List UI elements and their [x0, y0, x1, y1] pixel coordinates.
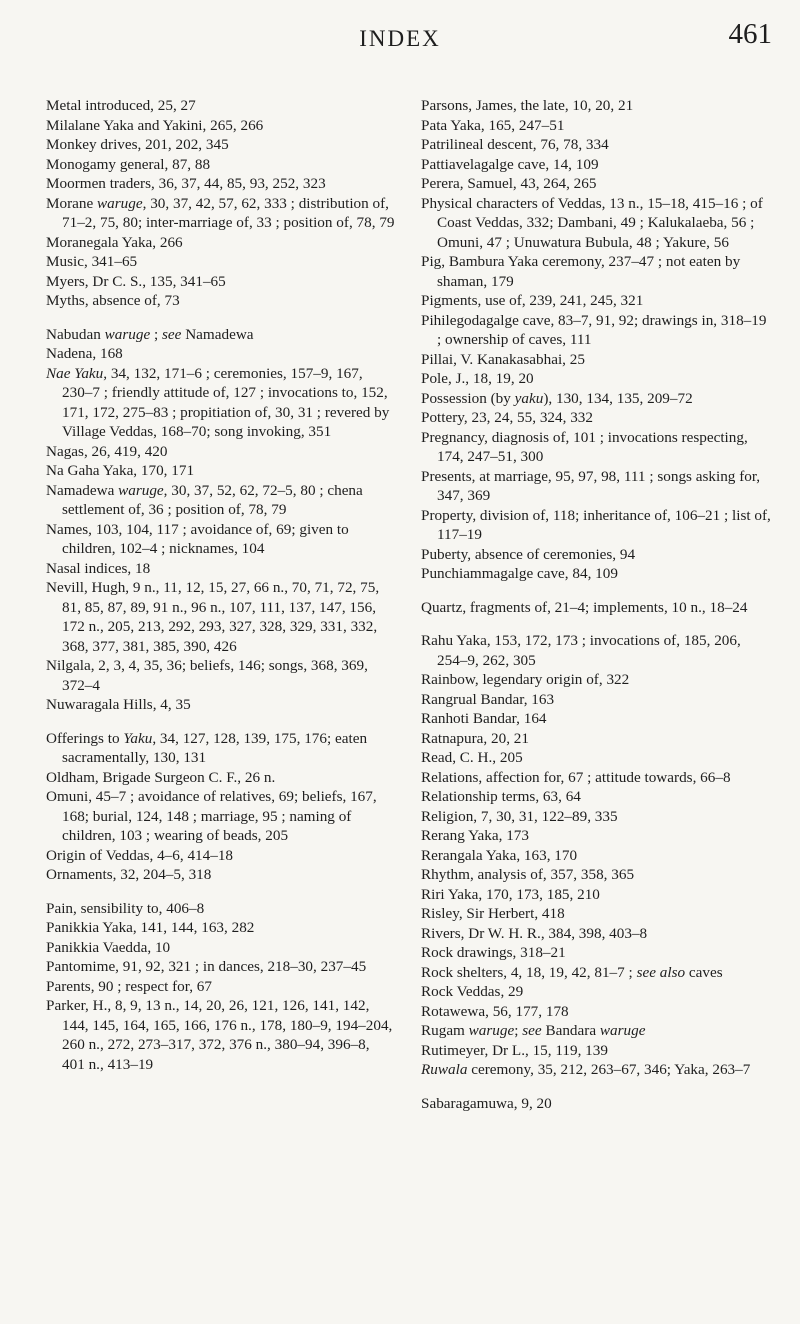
index-column-right	[421, 96, 771, 1113]
index-entry: Rerang Yaka, 173	[421, 827, 529, 844]
index-entry: Quartz, fragments of, 21–4; implements, 10 n., 18–24	[421, 598, 748, 616]
index-entry: Relationship terms, 63, 64	[421, 788, 581, 805]
index-entry: Rock shelters, 4, 18, 19, 42, 81–7 ; see also caves	[421, 963, 723, 981]
index-entry: Rugam waruge; see Bandara waruge	[421, 1022, 646, 1039]
index-entry: Rotawewa, 56, 177, 178	[421, 1002, 569, 1020]
index-entry: Music, 341–65	[46, 253, 138, 270]
index-entry: Pigments, use of, 239, 241, 245, 321	[421, 292, 644, 309]
index-entry: Riri Yaka, 170, 173, 185, 210	[421, 885, 600, 903]
index-entry: Property, division of, 118; inheritance of, 106–21 ; list of, 117–19	[421, 506, 771, 543]
index-entry: Myers, Dr C. S., 135, 341–65	[46, 272, 226, 290]
index-entry: Panikkia Vaedda, 10	[46, 938, 171, 956]
index-entry: Pain, sensibility to, 406–8	[46, 899, 205, 917]
index-entry: Pihilegodagalge cave, 83–7, 91, 92; drawings in, 318–19 ; ownership of caves, 111	[421, 311, 767, 348]
index-entry: Namadewa waruge, 30, 37, 52, 62, 72–5, 80 ; chena settlement of, 36 ; position of, 78, 79	[46, 481, 363, 518]
index-entry: Panikkia Yaka, 141, 144, 163, 282	[46, 919, 255, 936]
index-entry: Origin of Veddas, 4–6, 414–18	[46, 846, 234, 864]
index-entry: Physical characters of Veddas, 13 n., 15–18, 415–16 ; of Coast Veddas, 332; Dambani, 49 ; Kalukalaeba, 56 ; Omuni, 47 ; Unuwatura Bubula, 48 ; Yakure, 56	[421, 194, 763, 251]
index-entry: Rock drawings, 318–21	[421, 944, 566, 961]
index-entry: Patrilineal descent, 76, 78, 334	[421, 136, 609, 153]
index-entry: Rainbow, legendary origin of, 322	[421, 671, 630, 688]
index-entry: Nadena, 168	[46, 345, 123, 362]
index-entry: Risley, Sir Herbert, 418	[421, 905, 565, 922]
index-entry: Rutimeyer, Dr L., 15, 119, 139	[421, 1041, 608, 1059]
index-entry: Pole, J., 18, 19, 20	[421, 370, 534, 387]
index-entry: Puberty, absence of ceremonies, 94	[421, 545, 636, 563]
index-entry: Parker, H., 8, 9, 13 n., 14, 20, 26, 121, 126, 141, 142, 144, 145, 164, 165, 166, 176 n., 178, 180–9, 194–204, 260 n., 272, 273–317, 372, 376 n., 380–94, 396–8, 401 n., 413–19	[46, 997, 393, 1073]
index-entry: Nae Yaku, 34, 132, 171–6 ; ceremonies, 157–9, 167, 230–7 ; friendly attitude of, 127 ; invocations to, 152, 171, 172, 275–83 ; propitiation of, 30, 31 ; revered by Village Veddas, 168–70; song invoking, 351	[46, 364, 390, 440]
index-entry: Omuni, 45–7 ; avoidance of relatives, 69; beliefs, 167, 168; burial, 124, 148 ; marriage, 95 ; naming of children, 103 ; wearing of beads, 205	[46, 788, 377, 844]
index-entry: Milalane Yaka and Yakini, 265, 266	[46, 116, 264, 134]
index-entry: Nasal indices, 18	[46, 559, 151, 577]
index-entry: Pata Yaka, 165, 247–51	[421, 116, 565, 134]
index-entry: Pattiavelagalge cave, 14, 109	[421, 155, 599, 173]
index-entry: Relations, affection for, 67 ; attitude towards, 66–8	[421, 768, 731, 786]
page-header	[0, 14, 800, 64]
index-entry: Nuwaragala Hills, 4, 35	[46, 696, 191, 713]
index-entry: Na Gaha Yaka, 170, 171	[46, 462, 195, 479]
index-entry: Rerangala Yaka, 163, 170	[421, 846, 578, 864]
index-entry: Possession (by yaku), 130, 134, 135, 209–72	[421, 389, 693, 407]
index-entry: Pillai, V. Kanakasabhai, 25	[421, 350, 585, 368]
index-entry: Nabudan waruge ; see Namadewa	[46, 325, 254, 343]
index-entry: Metal introduced, 25, 27	[46, 97, 196, 114]
index-entry: Moranegala Yaka, 266	[46, 233, 183, 251]
index-entry: Names, 103, 104, 117 ; avoidance of, 69; given to children, 102–4 ; nicknames, 104	[46, 520, 349, 557]
index-entry: Perera, Samuel, 43, 264, 265	[421, 175, 597, 192]
index-entry: Rivers, Dr W. H. R., 384, 398, 403–8	[421, 924, 648, 942]
index-entry: Nevill, Hugh, 9 n., 11, 12, 15, 27, 66 n., 70, 71, 72, 75, 81, 85, 87, 89, 91 n., 96 n., 107, 111, 137, 147, 156, 172 n., 205, 213, 292, 293, 327, 328, 329, 331, 332, 368, 377, 381, 385, 390, 426	[46, 579, 380, 655]
index-entry: Rahu Yaka, 153, 172, 173 ; invocations of, 185, 206, 254–9, 262, 305	[421, 632, 741, 669]
index-entry: Read, C. H., 205	[421, 749, 523, 766]
index-entry: Ratnapura, 20, 21	[421, 729, 529, 747]
index-entry: Pottery, 23, 24, 55, 324, 332	[421, 409, 593, 426]
index-entry: Nilgala, 2, 3, 4, 35, 36; beliefs, 146; songs, 368, 369, 372–4	[46, 657, 368, 694]
page-title: INDEX	[359, 26, 441, 51]
index-entry: Punchiammagalge cave, 84, 109	[421, 565, 618, 582]
index-entry: Myths, absence of, 73	[46, 292, 180, 309]
index-entry: Parsons, James, the late, 10, 20, 21	[421, 97, 634, 114]
index-entry: Ranhoti Bandar, 164	[421, 710, 547, 727]
index-entry: Rhythm, analysis of, 357, 358, 365	[421, 866, 635, 883]
index-entry: Monkey drives, 201, 202, 345	[46, 136, 229, 153]
index-entry: Ruwala ceremony, 35, 212, 263–67, 346; Yaka, 263–7	[421, 1061, 751, 1078]
index-entry: Morane waruge, 30, 37, 42, 57, 62, 333 ; distribution of, 71–2, 75, 80; inter-marriage of, 33 ; position of, 78, 79	[46, 194, 395, 231]
index-entry: Pregnancy, diagnosis of, 101 ; invocations respecting, 174, 247–51, 300	[421, 428, 748, 465]
index-entry: Presents, at marriage, 95, 97, 98, 111 ; songs asking for, 347, 369	[421, 467, 761, 504]
index-entry: Nagas, 26, 419, 420	[46, 442, 168, 460]
index-entry: Ornaments, 32, 204–5, 318	[46, 866, 212, 883]
index-entry: Sabaragamuwa, 9, 20	[421, 1094, 552, 1112]
index-entry: Rangrual Bandar, 163	[421, 690, 555, 708]
index-entry: Offerings to Yaku, 34, 127, 128, 139, 175, 176; eaten sacramentally, 130, 131	[46, 729, 368, 766]
index-entry: Oldham, Brigade Surgeon C. F., 26 n.	[46, 768, 276, 786]
index-entry: Pig, Bambura Yaka ceremony, 237–47 ; not eaten by shaman, 179	[421, 253, 741, 290]
index-column-left	[46, 96, 396, 1074]
page-number: 461	[728, 18, 772, 50]
index-entry: Rock Veddas, 29	[421, 983, 524, 1000]
index-entry: Religion, 7, 30, 31, 122–89, 335	[421, 807, 618, 825]
index-entry: Monogamy general, 87, 88	[46, 155, 211, 173]
index-entry: Pantomime, 91, 92, 321 ; in dances, 218–30, 237–45	[46, 958, 367, 975]
index-entry: Moormen traders, 36, 37, 44, 85, 93, 252, 323	[46, 175, 326, 192]
index-entry: Parents, 90 ; respect for, 67	[46, 977, 212, 995]
